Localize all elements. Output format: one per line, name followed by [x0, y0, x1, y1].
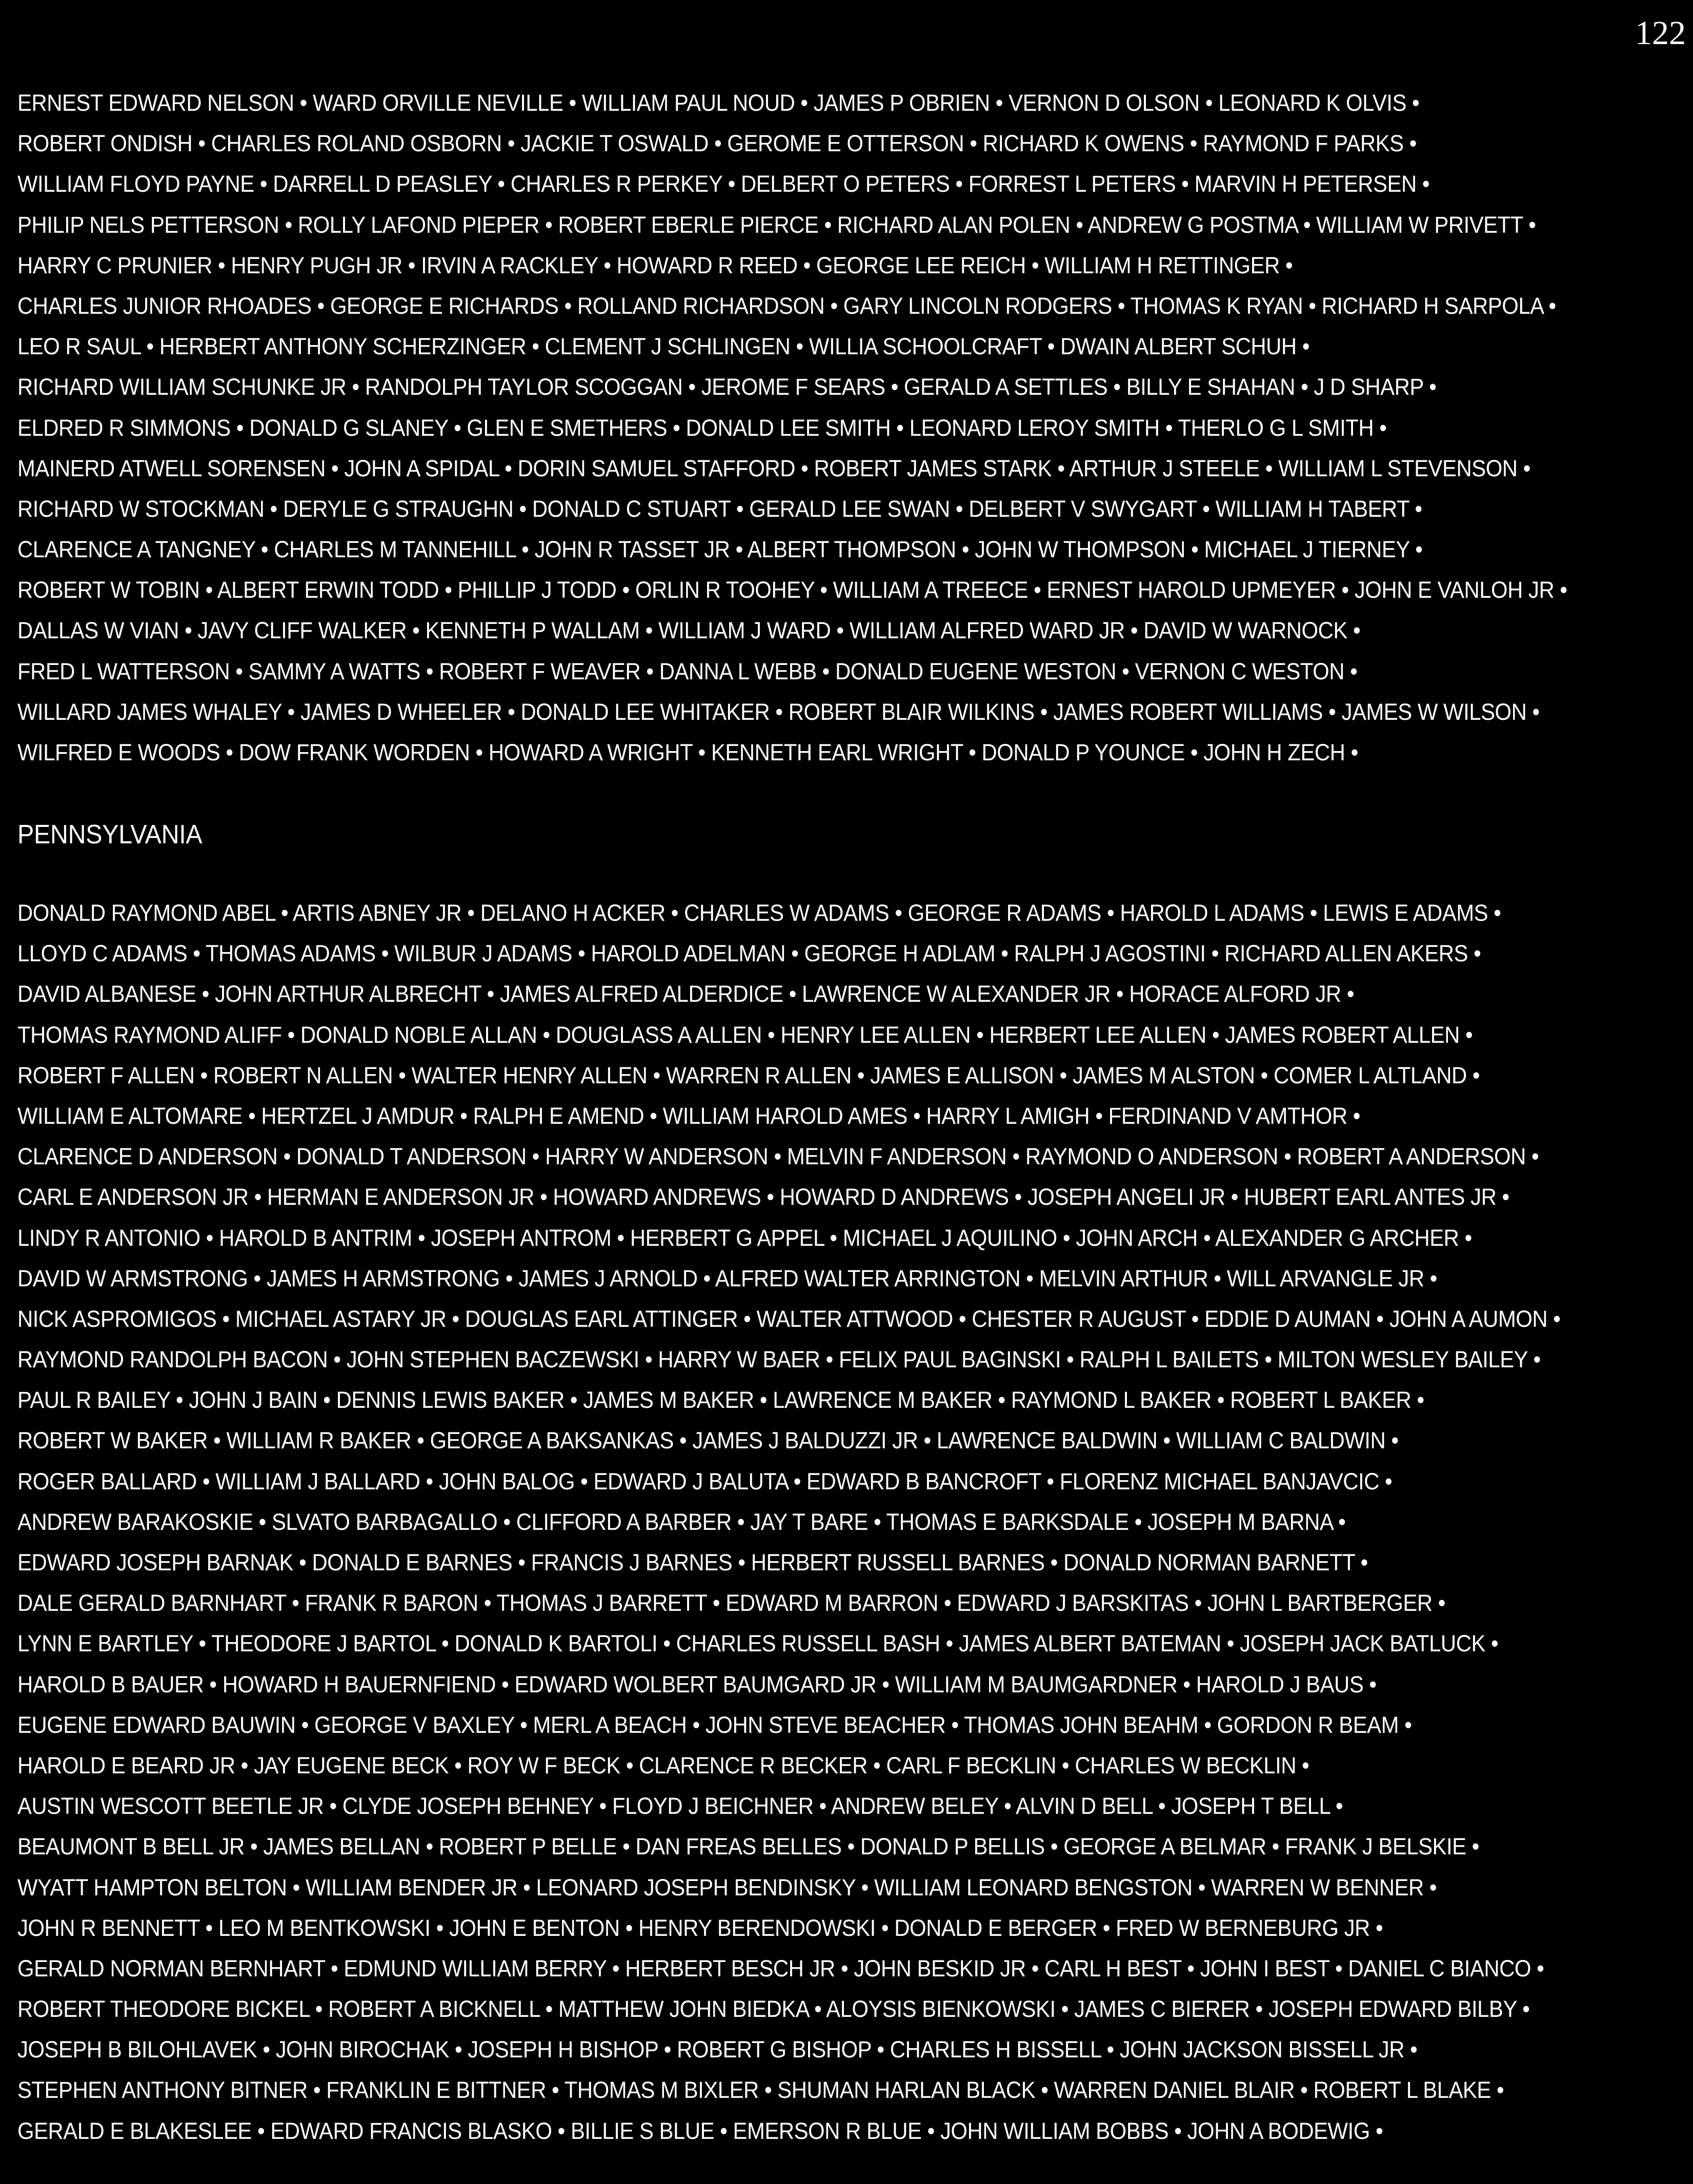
name-line: DAVID ALBANESE • JOHN ARTHUR ALBRECHT • JAMES ALFRED ALDERDICE • LAWRENCE W ALEXANDER JR • HORACE ALFORD JR •	[17, 981, 1355, 1007]
name-line: WILLIAM E ALTOMARE • HERTZEL J AMDUR • RALPH E AMEND • WILLIAM HAROLD AMES • HARRY L AMIGH • FERDINAND V AMTHOR •	[17, 1102, 1360, 1129]
names-list-pennsylvania	[17, 900, 1683, 2159]
name-line: WILFRED E WOODS • DOW FRANK WORDEN • HOWARD A WRIGHT • KENNETH EARL WRIGHT • DONALD P YOUNCE • JOHN H ZECH •	[17, 739, 1358, 765]
name-line: CARL E ANDERSON JR • HERMAN E ANDERSON JR • HOWARD ANDREWS • HOWARD D ANDREWS • JOSEPH ANGELI JR • HUBERT EARL ANTES JR •	[17, 1184, 1509, 1210]
name-line: HARRY C PRUNIER • HENRY PUGH JR • IRVIN A RACKLEY • HOWARD R REED • GEORGE LEE REICH • WILLIAM H RETTINGER •	[17, 252, 1293, 278]
name-line: PAUL R BAILEY • JOHN J BAIN • DENNIS LEWIS BAKER • JAMES M BAKER • LAWRENCE M BAKER • RAYMOND L BAKER • ROBERT L BAKER •	[17, 1387, 1424, 1413]
name-line: ROBERT W BAKER • WILLIAM R BAKER • GEORGE A BAKSANKAS • JAMES J BALDUZZI JR • LAWRENCE BALDWIN • WILLIAM C BALDWIN •	[17, 1427, 1399, 1454]
name-line: CHARLES JUNIOR RHOADES • GEORGE E RICHARDS • ROLLAND RICHARDSON • GARY LINCOLN RODGERS • THOMAS K RYAN • RICHARD H SARPOLA •	[17, 292, 1556, 319]
name-line: HAROLD E BEARD JR • JAY EUGENE BECK • ROY W F BECK • CLARENCE R BECKER • CARL F BECKLIN • CHARLES W BECKLIN •	[17, 1752, 1309, 1778]
name-line: JOHN R BENNETT • LEO M BENTKOWSKI • JOHN E BENTON • HENRY BERENDOWSKI • DONALD E BERGER • FRED W BERNEBURG JR •	[17, 1914, 1383, 1941]
name-line: FRED L WATTERSON • SAMMY A WATTS • ROBERT F WEAVER • DANNA L WEBB • DONALD EUGENE WESTON • VERNON C WESTON •	[17, 658, 1358, 684]
name-line: EUGENE EDWARD BAUWIN • GEORGE V BAXLEY • MERL A BEACH • JOHN STEVE BEACHER • THOMAS JOHN BEAHM • GORDON R BEAM •	[17, 1711, 1412, 1738]
name-line: NICK ASPROMIGOS • MICHAEL ASTARY JR • DOUGLAS EARL ATTINGER • WALTER ATTWOOD • CHESTER R AUGUST • EDDIE D AUMAN • JOHN A AUMON •	[17, 1305, 1561, 1332]
name-line: STEPHEN ANTHONY BITNER • FRANKLIN E BITTNER • THOMAS M BIXLER • SHUMAN HARLAN BLACK • WARREN DANIEL BLAIR • ROBERT L BLAKE •	[17, 2077, 1504, 2104]
name-line: ELDRED R SIMMONS • DONALD G SLANEY • GLEN E SMETHERS • DONALD LEE SMITH • LEONARD LEROY SMITH • THERLO G L SMITH •	[17, 414, 1387, 441]
name-line: DONALD RAYMOND ABEL • ARTIS ABNEY JR • DELANO H ACKER • CHARLES W ADAMS • GEORGE R ADAMS • HAROLD L ADAMS • LEWIS E ADAMS •	[17, 900, 1501, 926]
name-line: CLARENCE D ANDERSON • DONALD T ANDERSON • HARRY W ANDERSON • MELVIN F ANDERSON • RAYMOND O ANDERSON • ROBERT A ANDERSON •	[17, 1143, 1539, 1170]
name-line: ROBERT F ALLEN • ROBERT N ALLEN • WALTER HENRY ALLEN • WARREN R ALLEN • JAMES E ALLISON • JAMES M ALSTON • COMER L ALTLAND •	[17, 1062, 1480, 1088]
names-list-previous-state	[17, 90, 1683, 780]
name-line: RAYMOND RANDOLPH BACON • JOHN STEPHEN BACZEWSKI • HARRY W BAER • FELIX PAUL BAGINSKI • RALPH L BAILETS • MILTON WESLEY BAILEY •	[17, 1346, 1541, 1373]
name-line: CLARENCE A TANGNEY • CHARLES M TANNEHILL • JOHN R TASSET JR • ALBERT THOMPSON • JOHN W THOMPSON • MICHAEL J TIERNEY •	[17, 536, 1423, 563]
name-line: ROBERT THEODORE BICKEL • ROBERT A BICKNELL • MATTHEW JOHN BIEDKA • ALOYSIS BIENKOWSKI • JAMES C BIERER • JOSEPH EDWARD BILBY •	[17, 1996, 1530, 2023]
name-line: ANDREW BARAKOSKIE • SLVATO BARBAGALLO • CLIFFORD A BARBER • JAY T BARE • THOMAS E BARKSDALE • JOSEPH M BARNA •	[17, 1508, 1346, 1535]
name-line: LEO R SAUL • HERBERT ANTHONY SCHERZINGER • CLEMENT J SCHLINGEN • WILLIA SCHOOLCRAFT • DWAIN ALBERT SCHUH •	[17, 333, 1310, 360]
name-line: BEAUMONT B BELL JR • JAMES BELLAN • ROBERT P BELLE • DAN FREAS BELLES • DONALD P BELLIS • GEORGE A BELMAR • FRANK J BELSKIE •	[17, 1833, 1479, 1860]
name-line: EDWARD JOSEPH BARNAK • DONALD E BARNES • FRANCIS J BARNES • HERBERT RUSSELL BARNES • DONALD NORMAN BARNETT •	[17, 1549, 1368, 1575]
name-line: LYNN E BARTLEY • THEODORE J BARTOL • DONALD K BARTOLI • CHARLES RUSSELL BASH • JAMES ALBERT BATEMAN • JOSEPH JACK BATLUCK •	[17, 1630, 1499, 1657]
name-line: WILLARD JAMES WHALEY • JAMES D WHEELER • DONALD LEE WHITAKER • ROBERT BLAIR WILKINS • JAMES ROBERT WILLIAMS • JAMES W WILSON •	[17, 698, 1540, 725]
name-line: WILLIAM FLOYD PAYNE • DARRELL D PEASLEY • CHARLES R PERKEY • DELBERT O PETERS • FORREST L PETERS • MARVIN H PETERSEN •	[17, 171, 1430, 197]
name-line: WYATT HAMPTON BELTON • WILLIAM BENDER JR • LEONARD JOSEPH BENDINSKY • WILLIAM LEONARD BENGSTON • WARREN W BENNER •	[17, 1874, 1437, 1900]
name-line: LINDY R ANTONIO • HAROLD B ANTRIM • JOSEPH ANTROM • HERBERT G APPEL • MICHAEL J AQUILINO • JOHN ARCH • ALEXANDER G ARCHER •	[17, 1224, 1472, 1251]
name-line: JOSEPH B BILOHLAVEK • JOHN BIROCHAK • JOSEPH H BISHOP • ROBERT G BISHOP • CHARLES H BISSELL • JOHN JACKSON BISSELL JR •	[17, 2036, 1418, 2063]
name-line: THOMAS RAYMOND ALIFF • DONALD NOBLE ALLAN • DOUGLASS A ALLEN • HENRY LEE ALLEN • HERBERT LEE ALLEN • JAMES ROBERT ALLEN •	[17, 1021, 1473, 1048]
name-line: ERNEST EDWARD NELSON • WARD ORVILLE NEVILLE • WILLIAM PAUL NOUD • JAMES P OBRIEN • VERNON D OLSON • LEONARD K OLVIS •	[17, 90, 1420, 116]
page-number: 122	[1635, 14, 1686, 52]
name-line: AUSTIN WESCOTT BEETLE JR • CLYDE JOSEPH BEHNEY • FLOYD J BEICHNER • ANDREW BELEY • ALVIN D BELL • JOSEPH T BELL •	[17, 1793, 1343, 1819]
name-line: DAVID W ARMSTRONG • JAMES H ARMSTRONG • JAMES J ARNOLD • ALFRED WALTER ARRINGTON • MELVIN ARTHUR • WILL ARVANGLE JR •	[17, 1265, 1437, 1291]
name-line: ROBERT W TOBIN • ALBERT ERWIN TODD • PHILLIP J TODD • ORLIN R TOOHEY • WILLIAM A TREECE • ERNEST HAROLD UPMEYER • JOHN E VANLOH JR •	[17, 577, 1567, 603]
name-line: PHILIP NELS PETTERSON • ROLLY LAFOND PIEPER • ROBERT EBERLE PIERCE • RICHARD ALAN POLEN • ANDREW G POSTMA • WILLIAM W PRIVETT •	[17, 211, 1536, 238]
name-line: LLOYD C ADAMS • THOMAS ADAMS • WILBUR J ADAMS • HAROLD ADELMAN • GEORGE H ADLAM • RALPH J AGOSTINI • RICHARD ALLEN AKERS •	[17, 940, 1481, 967]
name-line: ROBERT ONDISH • CHARLES ROLAND OSBORN • JACKIE T OSWALD • GEROME E OTTERSON • RICHARD K OWENS • RAYMOND F PARKS •	[17, 130, 1417, 157]
name-line: DALLAS W VIAN • JAVY CLIFF WALKER • KENNETH P WALLAM • WILLIAM J WARD • WILLIAM ALFRED WARD JR • DAVID W WARNOCK •	[17, 617, 1361, 644]
name-line: ROGER BALLARD • WILLIAM J BALLARD • JOHN BALOG • EDWARD J BALUTA • EDWARD B BANCROFT • FLORENZ MICHAEL BANJAVCIC •	[17, 1468, 1393, 1494]
name-line: DALE GERALD BARNHART • FRANK R BARON • THOMAS J BARRETT • EDWARD M BARRON • EDWARD J BARSKITAS • JOHN L BARTBERGER •	[17, 1590, 1445, 1616]
name-line: GERALD NORMAN BERNHART • EDMUND WILLIAM BERRY • HERBERT BESCH JR • JOHN BESKID JR • CARL H BEST • JOHN I BEST • DANIEL C BIANCO •	[17, 1955, 1544, 1981]
name-line: MAINERD ATWELL SORENSEN • JOHN A SPIDAL • DORIN SAMUEL STAFFORD • ROBERT JAMES STARK • ARTHUR J STEELE • WILLIAM L STEVENSON •	[17, 455, 1530, 481]
state-heading: PENNSYLVANIA	[17, 820, 203, 850]
name-line: HAROLD B BAUER • HOWARD H BAUERNFIEND • EDWARD WOLBERT BAUMGARD JR • WILLIAM M BAUMGARDNER • HAROLD J BAUS •	[17, 1671, 1377, 1697]
name-line: GERALD E BLAKESLEE • EDWARD FRANCIS BLASKO • BILLIE S BLUE • EMERSON R BLUE • JOHN WILLIAM BOBBS • JOHN A BODEWIG •	[17, 2117, 1383, 2144]
name-line: RICHARD W STOCKMAN • DERYLE G STRAUGHN • DONALD C STUART • GERALD LEE SWAN • DELBERT V SWYGART • WILLIAM H TABERT •	[17, 495, 1422, 522]
name-line: RICHARD WILLIAM SCHUNKE JR • RANDOLPH TAYLOR SCOGGAN • JEROME F SEARS • GERALD A SETTLES • BILLY E SHAHAN • J D SHARP •	[17, 374, 1437, 400]
